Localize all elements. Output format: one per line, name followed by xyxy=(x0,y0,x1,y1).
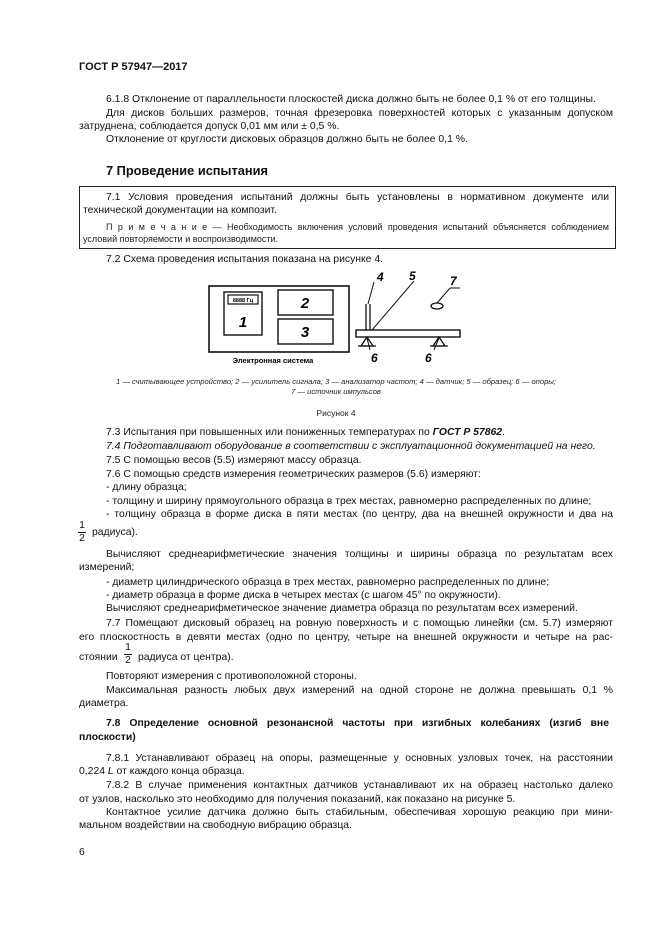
paragraph-7-7-line: диаметра. xyxy=(79,698,129,709)
block-3-number: 3 xyxy=(300,324,310,341)
paragraph-7-6-line: 7.6 С помощью средств измерения геометрических размеров (5.6) измеряют: xyxy=(106,469,481,480)
variable-L: L xyxy=(107,766,114,777)
support-right-number: 6 xyxy=(425,351,432,365)
paragraph-6-1-8-line: Для дисков больших размеров, точная фрезеровка поверхностей которых с указанным допуском xyxy=(106,108,613,119)
note-line: условий повторяемости и воспроизводимости. xyxy=(83,234,279,244)
paragraph-7-8-1-line: 0,224 L от каждого конца образца. xyxy=(79,766,245,777)
paragraph-7-2: 7.2 Схема проведения испытания показана на рисунке 4. xyxy=(106,254,384,265)
sensor-leader xyxy=(368,282,374,304)
paragraph-7-5: 7.5 С помощью весов (5.5) измеряют массу образца. xyxy=(106,455,362,466)
paragraph-7-6-line: - диаметр цилиндрического образца в трех местах, равномерно распределенных по длине; xyxy=(106,577,550,588)
block-2-number: 2 xyxy=(300,295,310,312)
pulse-source-number: 7 xyxy=(450,274,457,288)
page-number: 6 xyxy=(79,847,85,858)
fraction-one-half xyxy=(124,642,132,667)
subsection-heading: плоскости) xyxy=(79,732,136,743)
support-left-number: 6 xyxy=(371,351,378,365)
block-1-number: 1 xyxy=(238,314,248,331)
paragraph-7-3: 7.3 Испытания при повышенных или пониженных температурах по ГОСТ Р 57862. xyxy=(106,427,505,438)
paragraph-7-7-line: 7.7 Помещают дисковый образец на ровную поверхность и с помощью линейки (см. 5.7) измеряют xyxy=(106,618,613,629)
specimen-leader xyxy=(372,281,414,330)
electronic-system-label: Электронная система xyxy=(232,356,314,365)
specimen-plate xyxy=(356,330,460,337)
fraction-one-half xyxy=(78,520,86,545)
paragraph-7-6-line: - диаметр образца в форме диска в четырех местах (с шагом 45° по окружности). xyxy=(106,590,501,601)
fraction-numerator: 1 xyxy=(79,520,85,531)
paragraph-6-1-8-line: затруднена, соблюдается допуск 0,01 мм или ± 0,5 %. xyxy=(79,121,340,132)
section-heading: 7 Проведение испытания xyxy=(106,163,268,178)
document-number: ГОСТ Р 57947—2017 xyxy=(79,61,188,73)
paragraph-7-8-2-line: мальном воздействии на свободную вибрацию образца. xyxy=(79,820,352,831)
paragraph-7-7-line: Максимальная разность любых двух измерений на одной стороне не должна превышать 0,1 % xyxy=(106,685,613,696)
display-readout: 8888 Гц xyxy=(232,298,254,304)
note-line: П р и м е ч а н и е — Необходимость включения условий проведения испытаний объясняется соблюдением xyxy=(106,222,609,232)
pulse-source-leader xyxy=(437,288,450,303)
pulse-source xyxy=(431,303,443,309)
figure-caption: Рисунок 4 xyxy=(316,408,356,418)
subsection-heading: 7.8 Определение основной резонансной частоты при изгибных колебаниях (изгиб вне xyxy=(106,718,609,729)
figure-legend-line: 7 — источник импульсов xyxy=(291,387,381,396)
figure-4-schematic xyxy=(200,268,480,370)
paragraph-7-6-line: измерений; xyxy=(79,562,135,573)
fraction-denominator: 2 xyxy=(79,533,85,544)
paragraph-7-7-line: стоянии xyxy=(79,652,118,663)
paragraph-7-6-line: - длину образца; xyxy=(106,482,187,493)
paragraph-7-8-2-line: 7.8.2 В случае применения контактных датчиков устанавливают их на образец настолько далеко xyxy=(106,780,613,791)
paragraph-7-8-2-line: Контактное усилие датчика должно быть стабильным, обеспечивая хорошую реакцию при мини- xyxy=(106,807,613,818)
fraction-denominator: 2 xyxy=(125,655,131,666)
paragraph-7-7-line: его плоскостность в девяти местах (одно по центру, четыре на внешней окружности и четыре на рас- xyxy=(79,632,613,643)
paragraph-7-6-line: Вычисляют среднеарифметические значения толщины и ширины образца по результатам всех xyxy=(106,549,613,560)
sensor-number: 4 xyxy=(377,270,384,284)
specimen-number: 5 xyxy=(409,269,416,283)
paragraph-7-8-2-line: от узлов, насколько это необходимо для получения показаний, как показано на рисунке 5. xyxy=(79,794,516,805)
paragraph-7-6-line: Вычисляют среднеарифметическое значение диаметра образца по результатам всех измерений. xyxy=(106,603,578,614)
paragraph-7-7-line: радиуса от центра). xyxy=(138,652,234,663)
paragraph-6-1-8-line: 6.1.8 Отклонение от параллельности плоскостей диска должно быть не более 0,1 % от его толщины. xyxy=(106,94,596,105)
standard-reference: ГОСТ Р 57862 xyxy=(432,427,503,438)
fraction-numerator: 1 xyxy=(125,642,131,653)
paragraph-6-1-8-line: Отклонение от круглости дисковых образцов должно быть не более 0,1 %. xyxy=(106,134,468,145)
paragraph-7-6-line: - толщину и ширину прямоугольного образца в трех местах, равномерно распределенных по длине; xyxy=(106,496,592,507)
figure-legend-line: 1 — считывающее устройство; 2 — усилитель сигнала; 3 — анализатор частот; 4 — датчик; 5 — образец; 6 — опоры; xyxy=(116,377,556,386)
paragraph-7-7-line: Повторяют измерения с противоположной стороны. xyxy=(106,671,357,682)
paragraph-7-6-line: радиуса). xyxy=(92,527,138,538)
paragraph-7-6-line: - толщину образца в форме диска в пяти местах (по центру, два на внешней окружности и два на xyxy=(106,509,613,520)
paragraph-7-1-line: технической документации на композит. xyxy=(83,205,277,216)
paragraph-7-4: 7.4 Подготавливают оборудование в соответствии с эксплуатационной документацией на него. xyxy=(106,441,596,452)
paragraph-7-1-line: 7.1 Условия проведения испытаний должны быть установлены в нормативном документе или xyxy=(106,192,609,203)
paragraph-7-8-1-line: 7.8.1 Устанавливают образец на опоры, размещенные у основных узловых точек, на расстоянии xyxy=(106,753,613,764)
